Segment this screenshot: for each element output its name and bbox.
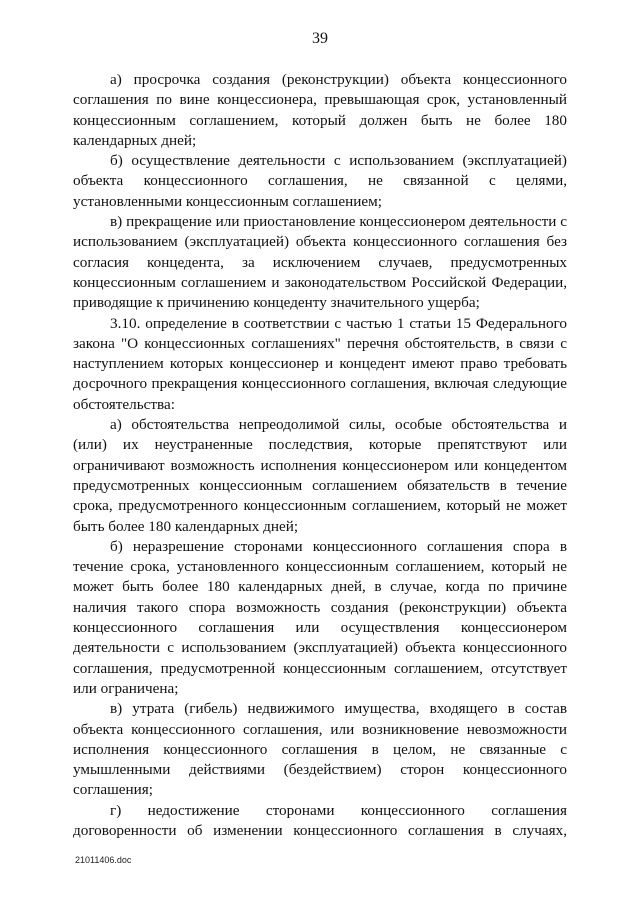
paragraph-b-activity: б) осуществление деятельности с использованием (эксплуатацией) объекта концессионного соглашения, не связанной с целями, установленными концессионным соглашением;: [73, 152, 567, 210]
paragraph-a-delay: а) просрочка создания (реконструкции) объекта концессионного соглашения по вине концессионера, превышающая срок, установленный концессионным соглашением, который должен быть не более 180 календарных дней;: [73, 71, 567, 149]
paragraph-b-dispute: б) неразрешение сторонами концессионного соглашения спора в течение срока, установленного концессионным соглашением, который не может быть более 180 календарных дней, в случае, когда по причине наличия такого спора возможность создания (реконструкции) объекта концессионного соглашения или осуществления концессионером деятельности с использованием (эксплуатацией) объекта концессионного соглашения, предусмотренной концессионным соглашением, отсутствует или ограничена;: [73, 537, 567, 697]
footer-document-code: 21011406.doc: [75, 855, 132, 865]
page-number: 39: [312, 30, 328, 47]
paragraph-a-force-majeure: а) обстоятельства непреодолимой силы, особые обстоятельства и (или) их неустраненные последствия, которые препятствуют или ограничивают возможность исполнения концессионером или концедентом предусмотренных концессионным соглашением обязательств в течение срока, предусмотренного концессионным соглашением, который не может быть более 180 календарных дней;: [73, 416, 567, 535]
paragraph-v-loss: в) утрата (гибель) недвижимого имущества, входящего в состав объекта концессионного соглашения, или возникновение невозможности исполнения концессионного соглашения в целом, не связанные с умышленными действиями (бездействием) сторон концессионного соглашения;: [73, 700, 567, 799]
paragraph-v-termination: в) прекращение или приостановление концессионером деятельности с использованием (эксплуатацией) объекта концессионного соглашения без согласия концедента, за исключением случаев, предусмотренных концессионным соглашением и законодательством Российской Федерации, приводящие к причинению концеденту значительного ущерба;: [73, 213, 567, 312]
paragraph-g-agreement: г) недостижение сторонами концессионного соглашения договоренности об изменении концессионного соглашения в случаях,: [73, 801, 567, 839]
paragraph-3-10: 3.10. определение в соответствии с частью 1 статьи 15 Федерального закона "О концессионных соглашениях" перечня обстоятельств, в связи с наступлением которых концессионер и концедент имеют право требовать досрочного прекращения концессионного соглашения, включая следующие обстоятельства:: [73, 314, 567, 413]
document-body: [73, 70, 567, 841]
